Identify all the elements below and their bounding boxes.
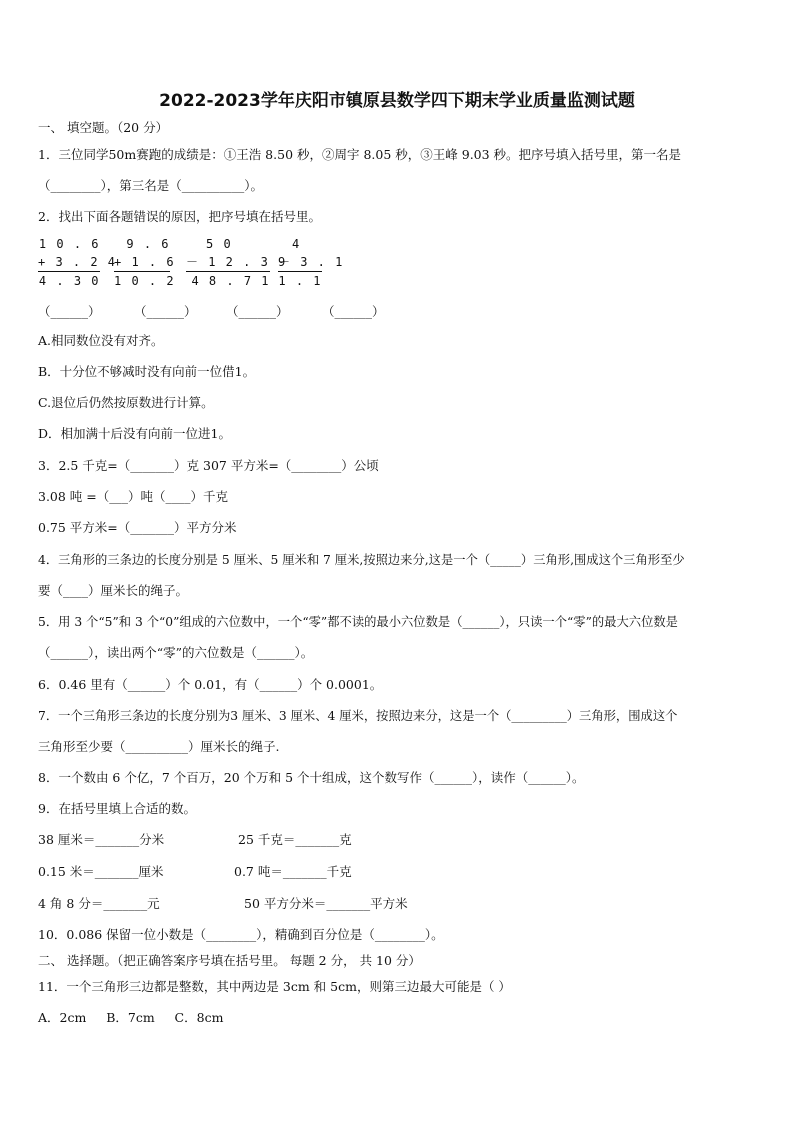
q2-arithmetic — [38, 235, 344, 291]
q11-options: A．2cm B．7cm C．8cm — [38, 1010, 224, 1025]
q1-line1: 1．三位同学50m赛跑的成绩是：①王浩 8.50 秒，②周宇 8.05 秒，③王峰 9.03 秒。把序号填入括号里，第一名是 — [38, 147, 682, 162]
q8-text: 8．一个数由 6 个亿，7 个百万，20 个万和 5 个十组成，这个数写作（______），读作（______）。 — [38, 770, 585, 785]
arith-row: 1 . 1 — [278, 274, 322, 288]
arith-row: － 1 2 . 3 9 — [186, 253, 270, 272]
arith-row: 4 8 . 7 1 — [191, 274, 270, 288]
arith-col-1 — [38, 235, 117, 290]
q9-row2-right: 0.7 吨＝_______千克 — [234, 864, 352, 879]
arith-row: － 3 . 1 — [278, 253, 322, 272]
q2-blank-4[interactable]: （______） — [322, 304, 385, 319]
q3-line1: 3．2.5 千克=（_______）克 307 平方米=（________）公顷 — [38, 458, 379, 473]
q2-option-b: B．十分位不够减时没有向前一位借1。 — [38, 364, 256, 379]
q2-option-a: A.相同数位没有对齐。 — [38, 333, 164, 348]
arith-row: 9 . 6 — [126, 237, 170, 251]
q4-line2: 要（____）厘米长的绳子。 — [38, 583, 189, 598]
arith-col-3 — [186, 235, 287, 290]
arith-row: + 3 . 2 4 — [38, 253, 100, 272]
q4-line1: 4．三角形的三条边的长度分别是 5 厘米、5 厘米和 7 厘米,按照边来分,这是一个（_____）三角形,围成这个三角形至少 — [38, 553, 685, 567]
section-1-heading: 一、 填空题。（20 分） — [38, 120, 169, 135]
q3-line3: 0.75 平方米=（_______）平方分米 — [38, 520, 237, 535]
arith-row: 1 0 . 6 — [38, 237, 100, 251]
arith-row: 5 0 — [206, 237, 233, 251]
section-2-heading: 二、 选择题。（把正确答案序号填在括号里。 每题 2 分， 共 10 分） — [38, 953, 421, 968]
q5-line2: （______），读出两个“零”的六位数是（______）。 — [38, 645, 314, 660]
arith-row: + 1 . 6 — [114, 253, 170, 272]
q1-line2: （________），第三名是（__________）。 — [38, 178, 264, 193]
q2-option-c: C.退位后仍然按原数进行计算。 — [38, 395, 214, 410]
q6-text: 6．0.46 里有（______）个 0.01，有（______）个 0.0001。 — [38, 677, 383, 692]
q2-option-d: D．相加满十后没有向前一位进1。 — [38, 426, 231, 441]
q9-row3-right: 50 平方分米＝_______平方米 — [244, 896, 408, 911]
q9-row3-left: 4 角 8 分＝_______元 — [38, 896, 160, 911]
q2-blank-2[interactable]: （______） — [134, 304, 197, 319]
q2-blank-1[interactable]: （______） — [38, 304, 101, 319]
q9-text: 9．在括号里填上合适的数。 — [38, 801, 196, 816]
q7-line2: 三角形至少要（__________）厘米长的绳子. — [38, 739, 280, 754]
q2-text: 2．找出下面各题错误的原因，把序号填在括号里。 — [38, 209, 321, 224]
page-title: 2022-2023学年庆阳市镇原县数学四下期末学业质量监测试题 — [159, 91, 635, 111]
q11-text: 11．一个三角形三边都是整数，其中两边是 3cm 和 5cm，则第三边最大可能是（ ） — [38, 979, 511, 994]
q5-line1: 5．用 3 个“5”和 3 个“0”组成的六位数中，一个“零”都不读的最小六位数是（______），只读一个“零”的最大六位数是 — [38, 615, 678, 629]
q9-row2-left: 0.15 米＝_______厘米 — [38, 864, 164, 879]
q7-line1: 7．一个三角形三条边的长度分别为3 厘米、3 厘米、4 厘米，按照边来分，这是一个（_________）三角形，围成这个 — [38, 709, 678, 723]
q10-text: 10．0.086 保留一位小数是（________），精确到百分位是（________）。 — [38, 927, 444, 942]
arith-row: 1 0 . 2 — [114, 274, 176, 288]
arith-row: 4 . 3 0 — [38, 274, 100, 288]
q9-row1-right: 25 千克＝_______克 — [238, 832, 352, 847]
q9-row1-left: 38 厘米＝_______分米 — [38, 832, 165, 847]
q3-line2: 3.08 吨 =（___）吨（____）千克 — [38, 489, 229, 504]
arith-col-2 — [114, 235, 176, 290]
arith-col-4 — [278, 235, 344, 290]
q2-blank-3[interactable]: （______） — [226, 304, 289, 319]
arith-row: 4 — [292, 237, 301, 251]
